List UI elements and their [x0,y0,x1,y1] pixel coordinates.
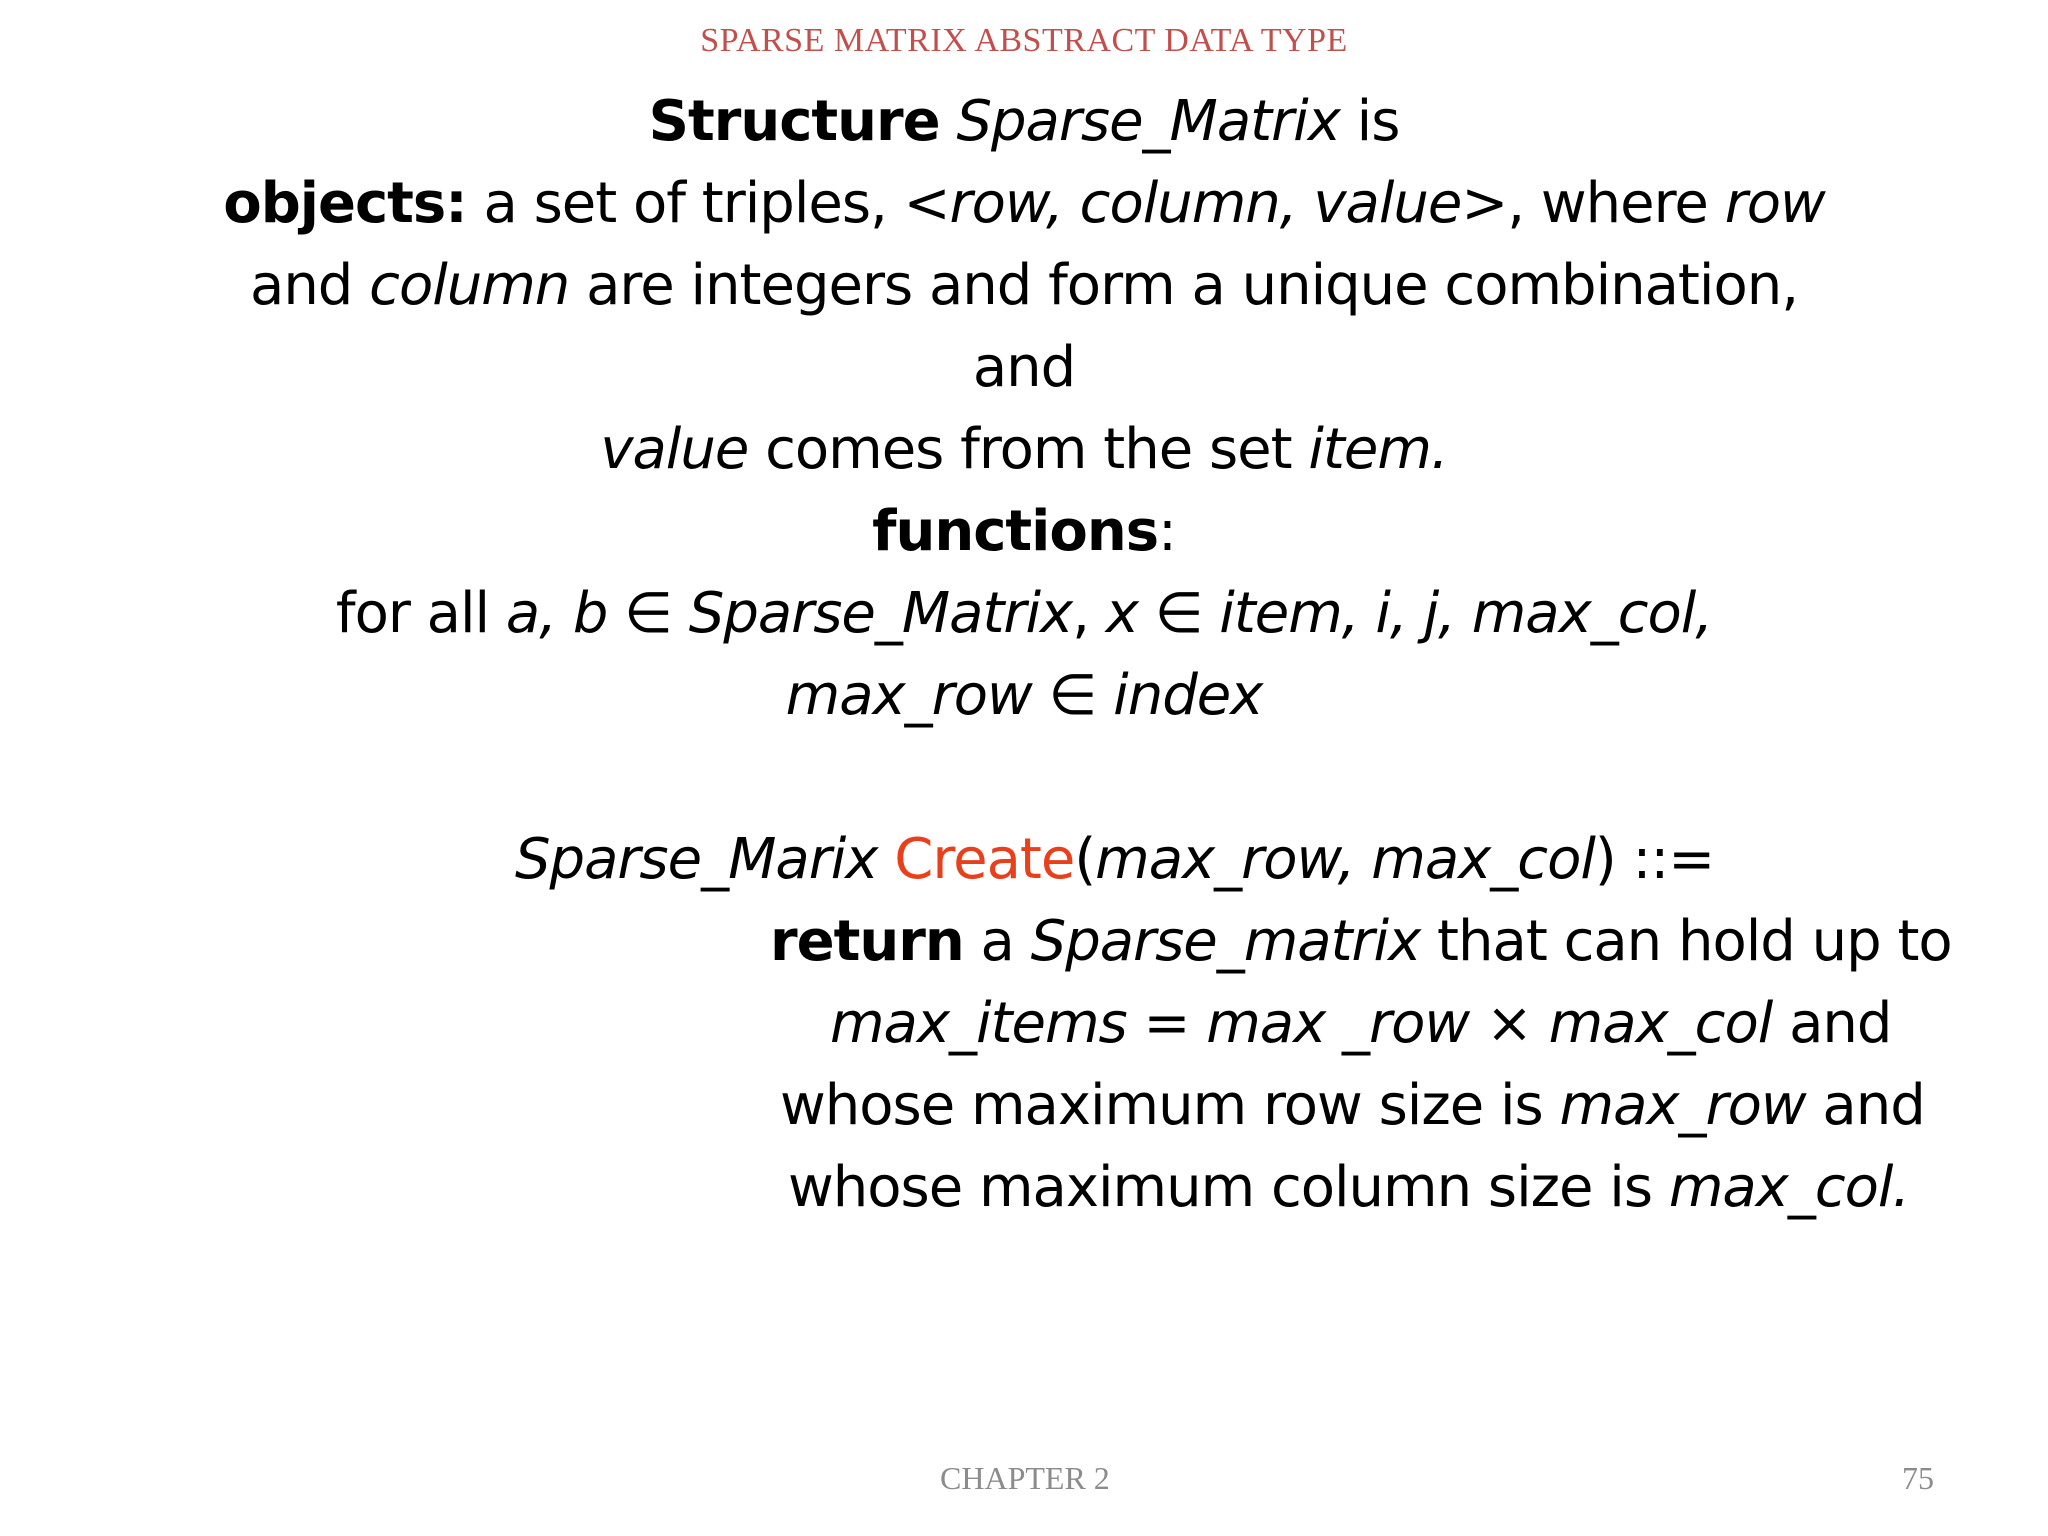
text: a set of triples, < [466,171,950,236]
text: and [1772,991,1892,1056]
return-type: Sparse_Marix [515,827,878,892]
create-description-2 [830,992,1891,1056]
element-of-symbol: ∈ [1031,663,1114,728]
text [940,89,957,154]
for-all-line-2 [0,664,2048,728]
footer-page-number: 75 [1902,1460,1934,1496]
keyword-structure: Structure [648,89,940,154]
text: whose maximum column size is [788,1155,1669,1220]
objects-line-4 [0,418,2048,482]
text: that can hold up to [1420,909,1952,974]
text: are integers and form a unique combination, [569,253,1798,318]
text: ( [1074,827,1096,892]
term: Sparse_Matrix [688,581,1073,646]
text: and [250,253,370,318]
term: column [369,253,570,318]
text: and [972,335,1076,400]
text: is [1339,89,1400,154]
create-description-4 [788,1156,1909,1220]
create-description-3 [780,1074,1925,1138]
create-signature [515,828,1714,892]
term: value [600,417,749,482]
element-of-symbol: ∈ [607,581,689,646]
footer-chapter: CHAPTER 2 [940,1460,1110,1496]
term: row [1724,171,1825,236]
element-of-symbol: ∈ [1137,581,1220,646]
triple: row, column, value [949,171,1462,236]
term: item. [1308,417,1448,482]
objects-line-3 [0,336,2048,400]
text: for all [335,581,506,646]
slide-header: SPARSE MATRIX ABSTRACT DATA TYPE [700,22,1348,59]
for-all-line [0,582,2048,646]
term: max_row [1559,1073,1806,1138]
parameters: max_row, max_col [1095,827,1595,892]
type-name: Sparse_Matrix [956,89,1340,154]
term: max _row [1206,991,1470,1056]
text: ) ::= [1594,827,1715,892]
text: comes from the set [748,417,1309,482]
keyword-objects: objects: [223,171,467,236]
term: x [1105,581,1138,646]
text: = [1126,991,1207,1056]
term: item, i, j, max_col, [1219,581,1713,646]
function-name-create: Create [894,827,1075,892]
term: Sparse_matrix [1030,909,1421,974]
times-symbol: × [1469,991,1549,1056]
text [877,827,894,892]
text: whose maximum row size is [780,1073,1560,1138]
objects-line [0,172,2048,236]
objects-line-2 [0,254,2048,318]
keyword-return: return [770,909,964,974]
text: and [1805,1073,1925,1138]
text: >, where [1461,171,1725,236]
text: , [1072,581,1106,646]
term: max_items [830,991,1127,1056]
term: index [1113,663,1263,728]
functions-line [0,500,2048,564]
term: a, b [505,581,608,646]
keyword-functions: functions [872,499,1159,564]
term: max_col. [1668,1155,1910,1220]
text: : [1158,499,1176,564]
term: max_row [785,663,1032,728]
structure-line [0,90,2048,154]
term: max_col [1548,991,1773,1056]
create-description-1 [770,910,1952,974]
text: a [963,909,1031,974]
